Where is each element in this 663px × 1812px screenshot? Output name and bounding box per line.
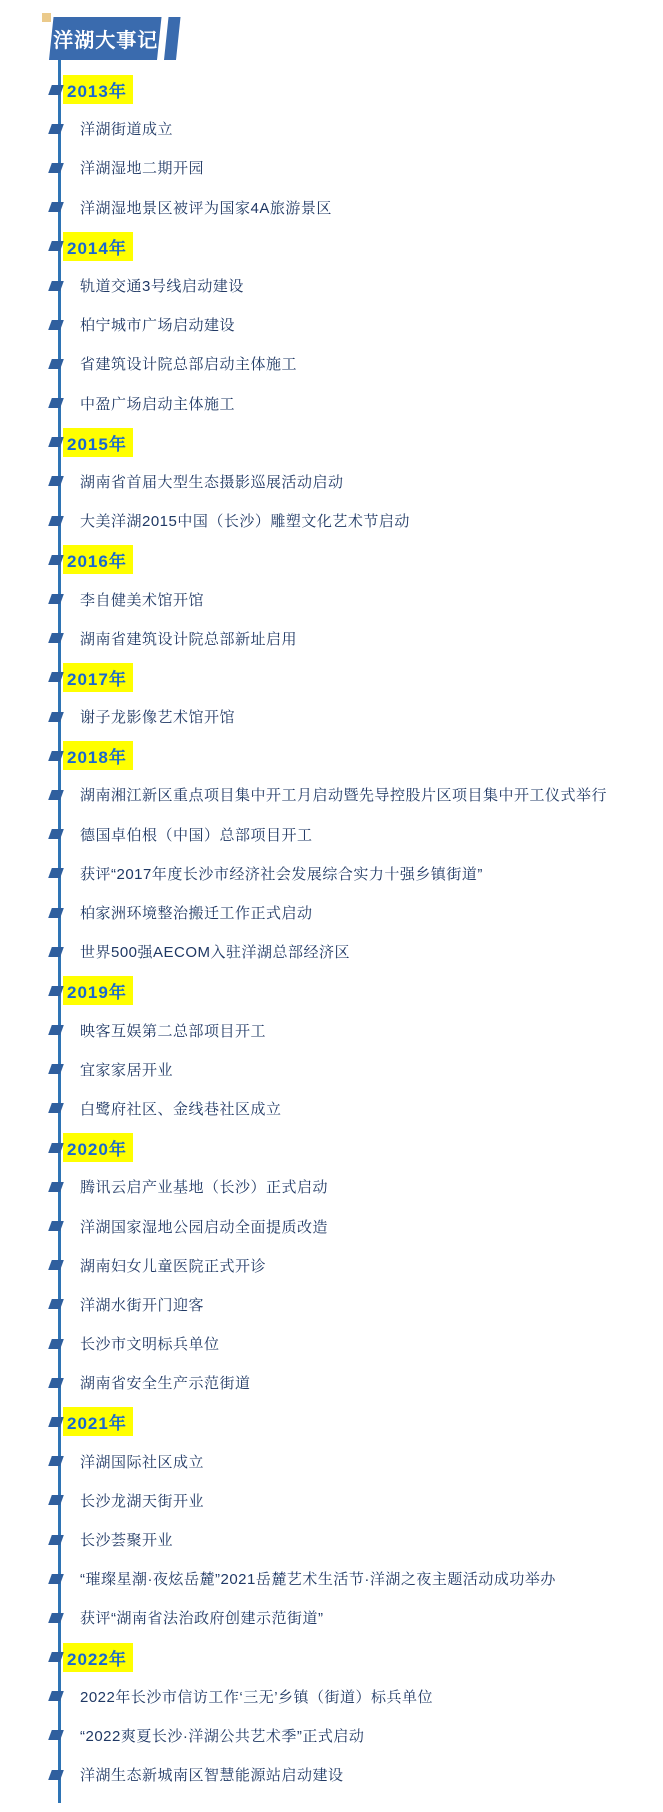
timeline-event-label: 谢子龙影像艺术馆开馆 bbox=[80, 709, 236, 727]
timeline-row bbox=[0, 854, 663, 893]
bullet-marker-icon bbox=[48, 1025, 64, 1035]
bullet-marker-icon bbox=[48, 1456, 64, 1466]
bullet-marker-icon bbox=[48, 594, 64, 604]
timeline-event-label: 长沙龙湖天街开业 bbox=[80, 1492, 205, 1510]
timeline-event-label: 轨道交通3号线启动建设 bbox=[80, 278, 244, 296]
timeline-row bbox=[0, 384, 663, 423]
timeline-row bbox=[0, 1050, 663, 1089]
bullet-marker-icon bbox=[48, 908, 64, 918]
timeline-event-label: 洋湖国际社区成立 bbox=[80, 1453, 205, 1471]
timeline-row bbox=[0, 1677, 663, 1716]
timeline-row bbox=[0, 932, 663, 971]
bullet-marker-icon bbox=[48, 163, 64, 173]
bullet-marker-icon bbox=[48, 1417, 64, 1427]
timeline-year-label: 2022年 bbox=[63, 1643, 133, 1672]
bullet-marker-icon bbox=[48, 1339, 64, 1349]
timeline-event-label: 洋湖生态新城南区智慧能源站启动建设 bbox=[80, 1767, 344, 1785]
bullet-marker-icon bbox=[48, 476, 64, 486]
timeline-event-label: 长沙市文明标兵单位 bbox=[80, 1336, 220, 1354]
timeline-event-label: 湖南妇女儿童医院正式开诊 bbox=[80, 1257, 267, 1275]
timeline-row bbox=[0, 188, 663, 227]
bullet-marker-icon bbox=[48, 1770, 64, 1780]
timeline-event-label: 宜家家居开业 bbox=[80, 1061, 174, 1079]
timeline-row bbox=[0, 1167, 663, 1206]
bullet-marker-icon bbox=[48, 1143, 64, 1153]
timeline-row bbox=[0, 462, 663, 501]
bullet-marker-icon bbox=[48, 1535, 64, 1545]
timeline-row bbox=[0, 540, 663, 579]
timeline-row bbox=[0, 1011, 663, 1050]
timeline-row bbox=[0, 501, 663, 540]
timeline-event-label: 湖南省安全生产示范街道 bbox=[80, 1375, 251, 1393]
timeline-row bbox=[0, 579, 663, 618]
timeline-row bbox=[0, 227, 663, 266]
timeline-event-label: 长沙荟聚开业 bbox=[80, 1532, 174, 1550]
timeline-row bbox=[0, 344, 663, 383]
timeline-row bbox=[0, 1363, 663, 1402]
timeline-year-label: 2013年 bbox=[63, 75, 133, 104]
bullet-marker-icon bbox=[48, 1221, 64, 1231]
timeline-year-label: 2015年 bbox=[63, 428, 133, 457]
corner-accent bbox=[42, 13, 51, 22]
timeline-row bbox=[0, 423, 663, 462]
timeline-event-label: 洋湖国家湿地公园启动全面提质改造 bbox=[80, 1218, 329, 1236]
bullet-marker-icon bbox=[48, 947, 64, 957]
bullet-marker-icon bbox=[48, 829, 64, 839]
timeline-event-label: 柏家洲环境整治搬迁工作正式启动 bbox=[80, 905, 313, 923]
timeline-event-label: 洋湖湿地二期开园 bbox=[80, 160, 205, 178]
bullet-marker-icon bbox=[48, 672, 64, 682]
bullet-marker-icon bbox=[48, 85, 64, 95]
timeline-row bbox=[0, 1089, 663, 1128]
timeline-event-label: 湖南省首届大型生态摄影巡展活动启动 bbox=[80, 473, 344, 491]
bullet-marker-icon bbox=[48, 241, 64, 251]
timeline-year-label: 2017年 bbox=[63, 663, 133, 692]
timeline-event-label: 2022年长沙市信访工作‘三无’乡镇（街道）标兵单位 bbox=[80, 1688, 434, 1706]
timeline-row bbox=[0, 1206, 663, 1245]
timeline-row bbox=[0, 1559, 663, 1598]
timeline-row bbox=[0, 815, 663, 854]
timeline-row bbox=[0, 1638, 663, 1677]
timeline-row bbox=[0, 1598, 663, 1637]
timeline-year-label: 2016年 bbox=[63, 545, 133, 574]
timeline-event-label: 洋湖水街开门迎客 bbox=[80, 1296, 205, 1314]
timeline-row bbox=[0, 305, 663, 344]
title-badge bbox=[49, 17, 162, 60]
timeline-event-label: 德国卓伯根（中国）总部项目开工 bbox=[80, 826, 313, 844]
timeline-rows bbox=[0, 70, 663, 1794]
timeline-row bbox=[0, 1285, 663, 1324]
timeline-event-label: 腾讯云启产业基地（长沙）正式启动 bbox=[80, 1179, 329, 1197]
bullet-marker-icon bbox=[48, 516, 64, 526]
timeline-row bbox=[0, 658, 663, 697]
timeline-row bbox=[0, 148, 663, 187]
bullet-marker-icon bbox=[48, 1652, 64, 1662]
timeline-event-label: “璀璨星潮·夜炫岳麓”2021岳麓艺术生活节·洋湖之夜主题活动成功举办 bbox=[80, 1571, 556, 1589]
bullet-marker-icon bbox=[48, 359, 64, 369]
timeline-event-label: 映客互娱第二总部项目开工 bbox=[80, 1022, 267, 1040]
timeline-event-label: 柏宁城市广场启动建设 bbox=[80, 317, 236, 335]
bullet-marker-icon bbox=[48, 398, 64, 408]
bullet-marker-icon bbox=[48, 1299, 64, 1309]
timeline-event-label: 获评“湖南省法治政府创建示范街道” bbox=[80, 1610, 324, 1628]
bullet-marker-icon bbox=[48, 633, 64, 643]
bullet-marker-icon bbox=[48, 281, 64, 291]
timeline-row bbox=[0, 893, 663, 932]
timeline-row bbox=[0, 971, 663, 1010]
timeline-row bbox=[0, 1481, 663, 1520]
timeline-row bbox=[0, 266, 663, 305]
timeline-event-label: 湖南省建筑设计院总部新址启用 bbox=[80, 630, 298, 648]
bullet-marker-icon bbox=[48, 1182, 64, 1192]
timeline-row bbox=[0, 1402, 663, 1441]
timeline-row bbox=[0, 1755, 663, 1794]
timeline-event-label: 李自健美术馆开馆 bbox=[80, 591, 205, 609]
bullet-marker-icon bbox=[48, 1730, 64, 1740]
timeline-event-label: 大美洋湖2015中国（长沙）雕塑文化艺术节启动 bbox=[80, 513, 410, 531]
bullet-marker-icon bbox=[48, 1613, 64, 1623]
timeline-row bbox=[0, 1324, 663, 1363]
bullet-marker-icon bbox=[48, 751, 64, 761]
timeline-year-label: 2018年 bbox=[63, 741, 133, 770]
timeline-event-label: 白鹭府社区、金线巷社区成立 bbox=[80, 1100, 282, 1118]
timeline-year-label: 2019年 bbox=[63, 976, 133, 1005]
timeline-row bbox=[0, 775, 663, 814]
timeline-row bbox=[0, 619, 663, 658]
bullet-marker-icon bbox=[48, 868, 64, 878]
timeline-row bbox=[0, 1520, 663, 1559]
timeline-row bbox=[0, 736, 663, 775]
timeline-row bbox=[0, 697, 663, 736]
timeline-year-label: 2021年 bbox=[63, 1407, 133, 1436]
bullet-marker-icon bbox=[48, 1495, 64, 1505]
bullet-marker-icon bbox=[48, 437, 64, 447]
timeline-event-label: 洋湖街道成立 bbox=[80, 121, 174, 139]
bullet-marker-icon bbox=[48, 1103, 64, 1113]
bullet-marker-icon bbox=[48, 124, 64, 134]
timeline-event-label: 获评“2017年度长沙市经济社会发展综合实力十强乡镇街道” bbox=[80, 865, 483, 883]
timeline-row bbox=[0, 109, 663, 148]
timeline-event-label: 湖南湘江新区重点项目集中开工月启动暨先导控股片区项目集中开工仪式举行 bbox=[80, 787, 608, 805]
bullet-marker-icon bbox=[48, 712, 64, 722]
timeline-event-label: 中盈广场启动主体施工 bbox=[80, 395, 236, 413]
timeline-year-label: 2014年 bbox=[63, 232, 133, 261]
timeline-row bbox=[0, 1716, 663, 1755]
timeline-row bbox=[0, 1442, 663, 1481]
timeline-event-label: 省建筑设计院总部启动主体施工 bbox=[80, 356, 298, 374]
timeline-row bbox=[0, 1246, 663, 1285]
bullet-marker-icon bbox=[48, 1574, 64, 1584]
bullet-marker-icon bbox=[48, 790, 64, 800]
bullet-marker-icon bbox=[48, 1260, 64, 1270]
bullet-marker-icon bbox=[48, 555, 64, 565]
timeline-row bbox=[0, 1128, 663, 1167]
page-title: 洋湖大事记 bbox=[52, 30, 158, 52]
timeline-event-label: 世界500强AECOM入驻洋湖总部经济区 bbox=[80, 944, 351, 962]
bullet-marker-icon bbox=[48, 1378, 64, 1388]
timeline-event-label: “2022爽夏长沙·洋湖公共艺术季”正式启动 bbox=[80, 1727, 365, 1745]
timeline-event-label: 洋湖湿地景区被评为国家4A旅游景区 bbox=[80, 199, 332, 217]
bullet-marker-icon bbox=[48, 202, 64, 212]
bullet-marker-icon bbox=[48, 986, 64, 996]
bullet-marker-icon bbox=[48, 1691, 64, 1701]
bullet-marker-icon bbox=[48, 320, 64, 330]
bullet-marker-icon bbox=[48, 1064, 64, 1074]
timeline-row bbox=[0, 70, 663, 109]
timeline-year-label: 2020年 bbox=[63, 1133, 133, 1162]
